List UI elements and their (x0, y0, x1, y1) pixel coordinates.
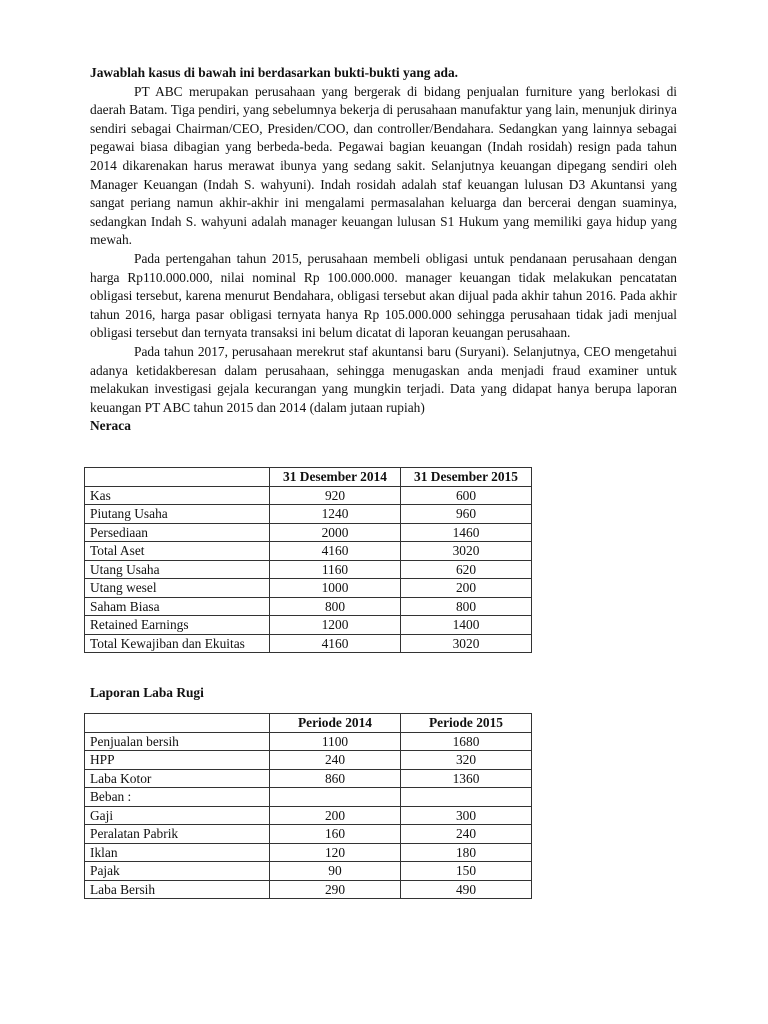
column-header: Periode 2014 (270, 714, 401, 733)
row-label-cell: Piutang Usaha (85, 505, 270, 524)
row-label-cell: Beban : (85, 788, 270, 807)
value-cell: 1160 (270, 560, 401, 579)
value-cell: 1240 (270, 505, 401, 524)
case-paragraph-3: Pada tahun 2017, perusahaan merekrut staf akuntansi baru (Suryani). Selanjutnya, CEO mengetahui adanya ketidakberesan dalam perusahaan, sehingga menugaskan anda menjadi fraud examiner untuk melakukan investigasi gejala kecurangan yang mungkin terjadi. Data yang didapat hanya berupa laporan keuangan PT ABC tahun 2015 dan 2014 (dalam jutaan rupiah) (90, 343, 677, 415)
table-row (85, 597, 532, 616)
table-row (85, 843, 532, 862)
row-label-cell: Persediaan (85, 523, 270, 542)
table-row (85, 616, 532, 635)
table-header-row (85, 468, 532, 487)
value-cell: 4160 (270, 542, 401, 561)
neraca-table-body (85, 486, 532, 653)
row-label-cell: Laba Bersih (85, 880, 270, 899)
row-label-cell: Pajak (85, 862, 270, 881)
row-label-cell: Gaji (85, 806, 270, 825)
neraca-table (84, 467, 532, 653)
column-header: Periode 2015 (401, 714, 532, 733)
table-row (85, 825, 532, 844)
value-cell: 240 (401, 825, 532, 844)
column-header: 31 Desember 2015 (401, 468, 532, 487)
row-label-cell: Retained Earnings (85, 616, 270, 635)
row-label-cell: Laba Kotor (85, 769, 270, 788)
value-cell: 150 (401, 862, 532, 881)
value-cell: 200 (401, 579, 532, 598)
case-paragraph-2: Pada pertengahan tahun 2015, perusahaan membeli obligasi untuk pendanaan perusahaan dengan harga Rp110.000.000, nilai nominal Rp 100.000.000. manager keuangan tidak melakukan pencatatan obligasi tersebut, karena menurut Bendahara, obligasi tersebut akan dijual pada akhir tahun 2016. Pada akhir tahun 2016, harga pasar obligasi ternyata hanya Rp 105.000.000 sehingga perusahaan tidak jadi menjual obligasi tersebut dan ternyata transaksi ini belum dicatat di laporan keuangan perusahaan. (90, 250, 677, 341)
table-row (85, 751, 532, 770)
value-cell: 960 (401, 505, 532, 524)
table-row (85, 486, 532, 505)
laba-rugi-title: Laporan Laba Rugi (90, 685, 204, 700)
value-cell: 200 (270, 806, 401, 825)
table-row (85, 806, 532, 825)
table-header-row (85, 714, 532, 733)
value-cell: 1400 (401, 616, 532, 635)
value-cell: 620 (401, 560, 532, 579)
value-cell: 120 (270, 843, 401, 862)
row-label-cell: Utang wesel (85, 579, 270, 598)
value-cell: 1200 (270, 616, 401, 635)
value-cell: 180 (401, 843, 532, 862)
value-cell: 2000 (270, 523, 401, 542)
value-cell: 3020 (401, 634, 532, 653)
value-cell (401, 788, 532, 807)
value-cell: 920 (270, 486, 401, 505)
value-cell: 490 (401, 880, 532, 899)
table-row (85, 769, 532, 788)
column-header (85, 714, 270, 733)
value-cell: 1360 (401, 769, 532, 788)
table-row (85, 788, 532, 807)
table-row (85, 862, 532, 881)
table-row (85, 732, 532, 751)
value-cell: 4160 (270, 634, 401, 653)
laba-rugi-table (84, 713, 532, 899)
value-cell: 290 (270, 880, 401, 899)
document-body (90, 64, 677, 436)
column-header: 31 Desember 2014 (270, 468, 401, 487)
value-cell: 1460 (401, 523, 532, 542)
table-row (85, 880, 532, 899)
table-row (85, 523, 532, 542)
value-cell: 1680 (401, 732, 532, 751)
row-label-cell: Total Kewajiban dan Ekuitas (85, 634, 270, 653)
value-cell: 1100 (270, 732, 401, 751)
value-cell: 240 (270, 751, 401, 770)
value-cell: 3020 (401, 542, 532, 561)
value-cell: 860 (270, 769, 401, 788)
value-cell: 600 (401, 486, 532, 505)
value-cell: 320 (401, 751, 532, 770)
value-cell: 800 (401, 597, 532, 616)
laba-rugi-table-body (85, 732, 532, 899)
table-row (85, 560, 532, 579)
case-heading: Jawablah kasus di bawah ini berdasarkan bukti-bukti yang ada. (90, 65, 459, 80)
value-cell: 160 (270, 825, 401, 844)
value-cell: 300 (401, 806, 532, 825)
table-row (85, 542, 532, 561)
table-row (85, 634, 532, 653)
neraca-title: Neraca (90, 418, 131, 434)
value-cell: 90 (270, 862, 401, 881)
row-label-cell: Kas (85, 486, 270, 505)
value-cell (270, 788, 401, 807)
row-label-cell: Iklan (85, 843, 270, 862)
table-row (85, 579, 532, 598)
row-label-cell: Penjualan bersih (85, 732, 270, 751)
row-label-cell: Utang Usaha (85, 560, 270, 579)
row-label-cell: Saham Biasa (85, 597, 270, 616)
table-row (85, 505, 532, 524)
row-label-cell: Total Aset (85, 542, 270, 561)
row-label-cell: Peralatan Pabrik (85, 825, 270, 844)
case-paragraph-1: PT ABC merupakan perusahaan yang bergerak di bidang penjualan furniture yang berlokasi di daerah Batam. Tiga pendiri, yang sebelumnya bekerja di perusahaan manufaktur yang lain, menunjuk dirinya sendiri sebagai Chairman/CEO, Presiden/COO, dan controller/Bendahara. Sedangkan yang lainnya sebagai pegawai biasa dibagian yang berbeda-beda. Pegawai bagian keuangan (Indah rosidah) resign pada tahun 2014 dikarenakan harus merawat ibunya yang sedang sakit. Selanjutnya keuangan dipegang sendiri oleh Manager Keuangan (Indah S. wahyuni). Indah rosidah adalah staf keuangan lulusan D3 Akuntansi yang sangat periang namun akhir-akhir ini mengalami permasalahan keluarga dan bercerai dengan suaminya, sedangkan Indah S. wahyuni adalah manager keuangan lulusan S1 Hukum yang memiliki gaya hidup yang mewah. (90, 83, 677, 248)
row-label-cell: HPP (85, 751, 270, 770)
value-cell: 800 (270, 597, 401, 616)
column-header (85, 468, 270, 487)
value-cell: 1000 (270, 579, 401, 598)
